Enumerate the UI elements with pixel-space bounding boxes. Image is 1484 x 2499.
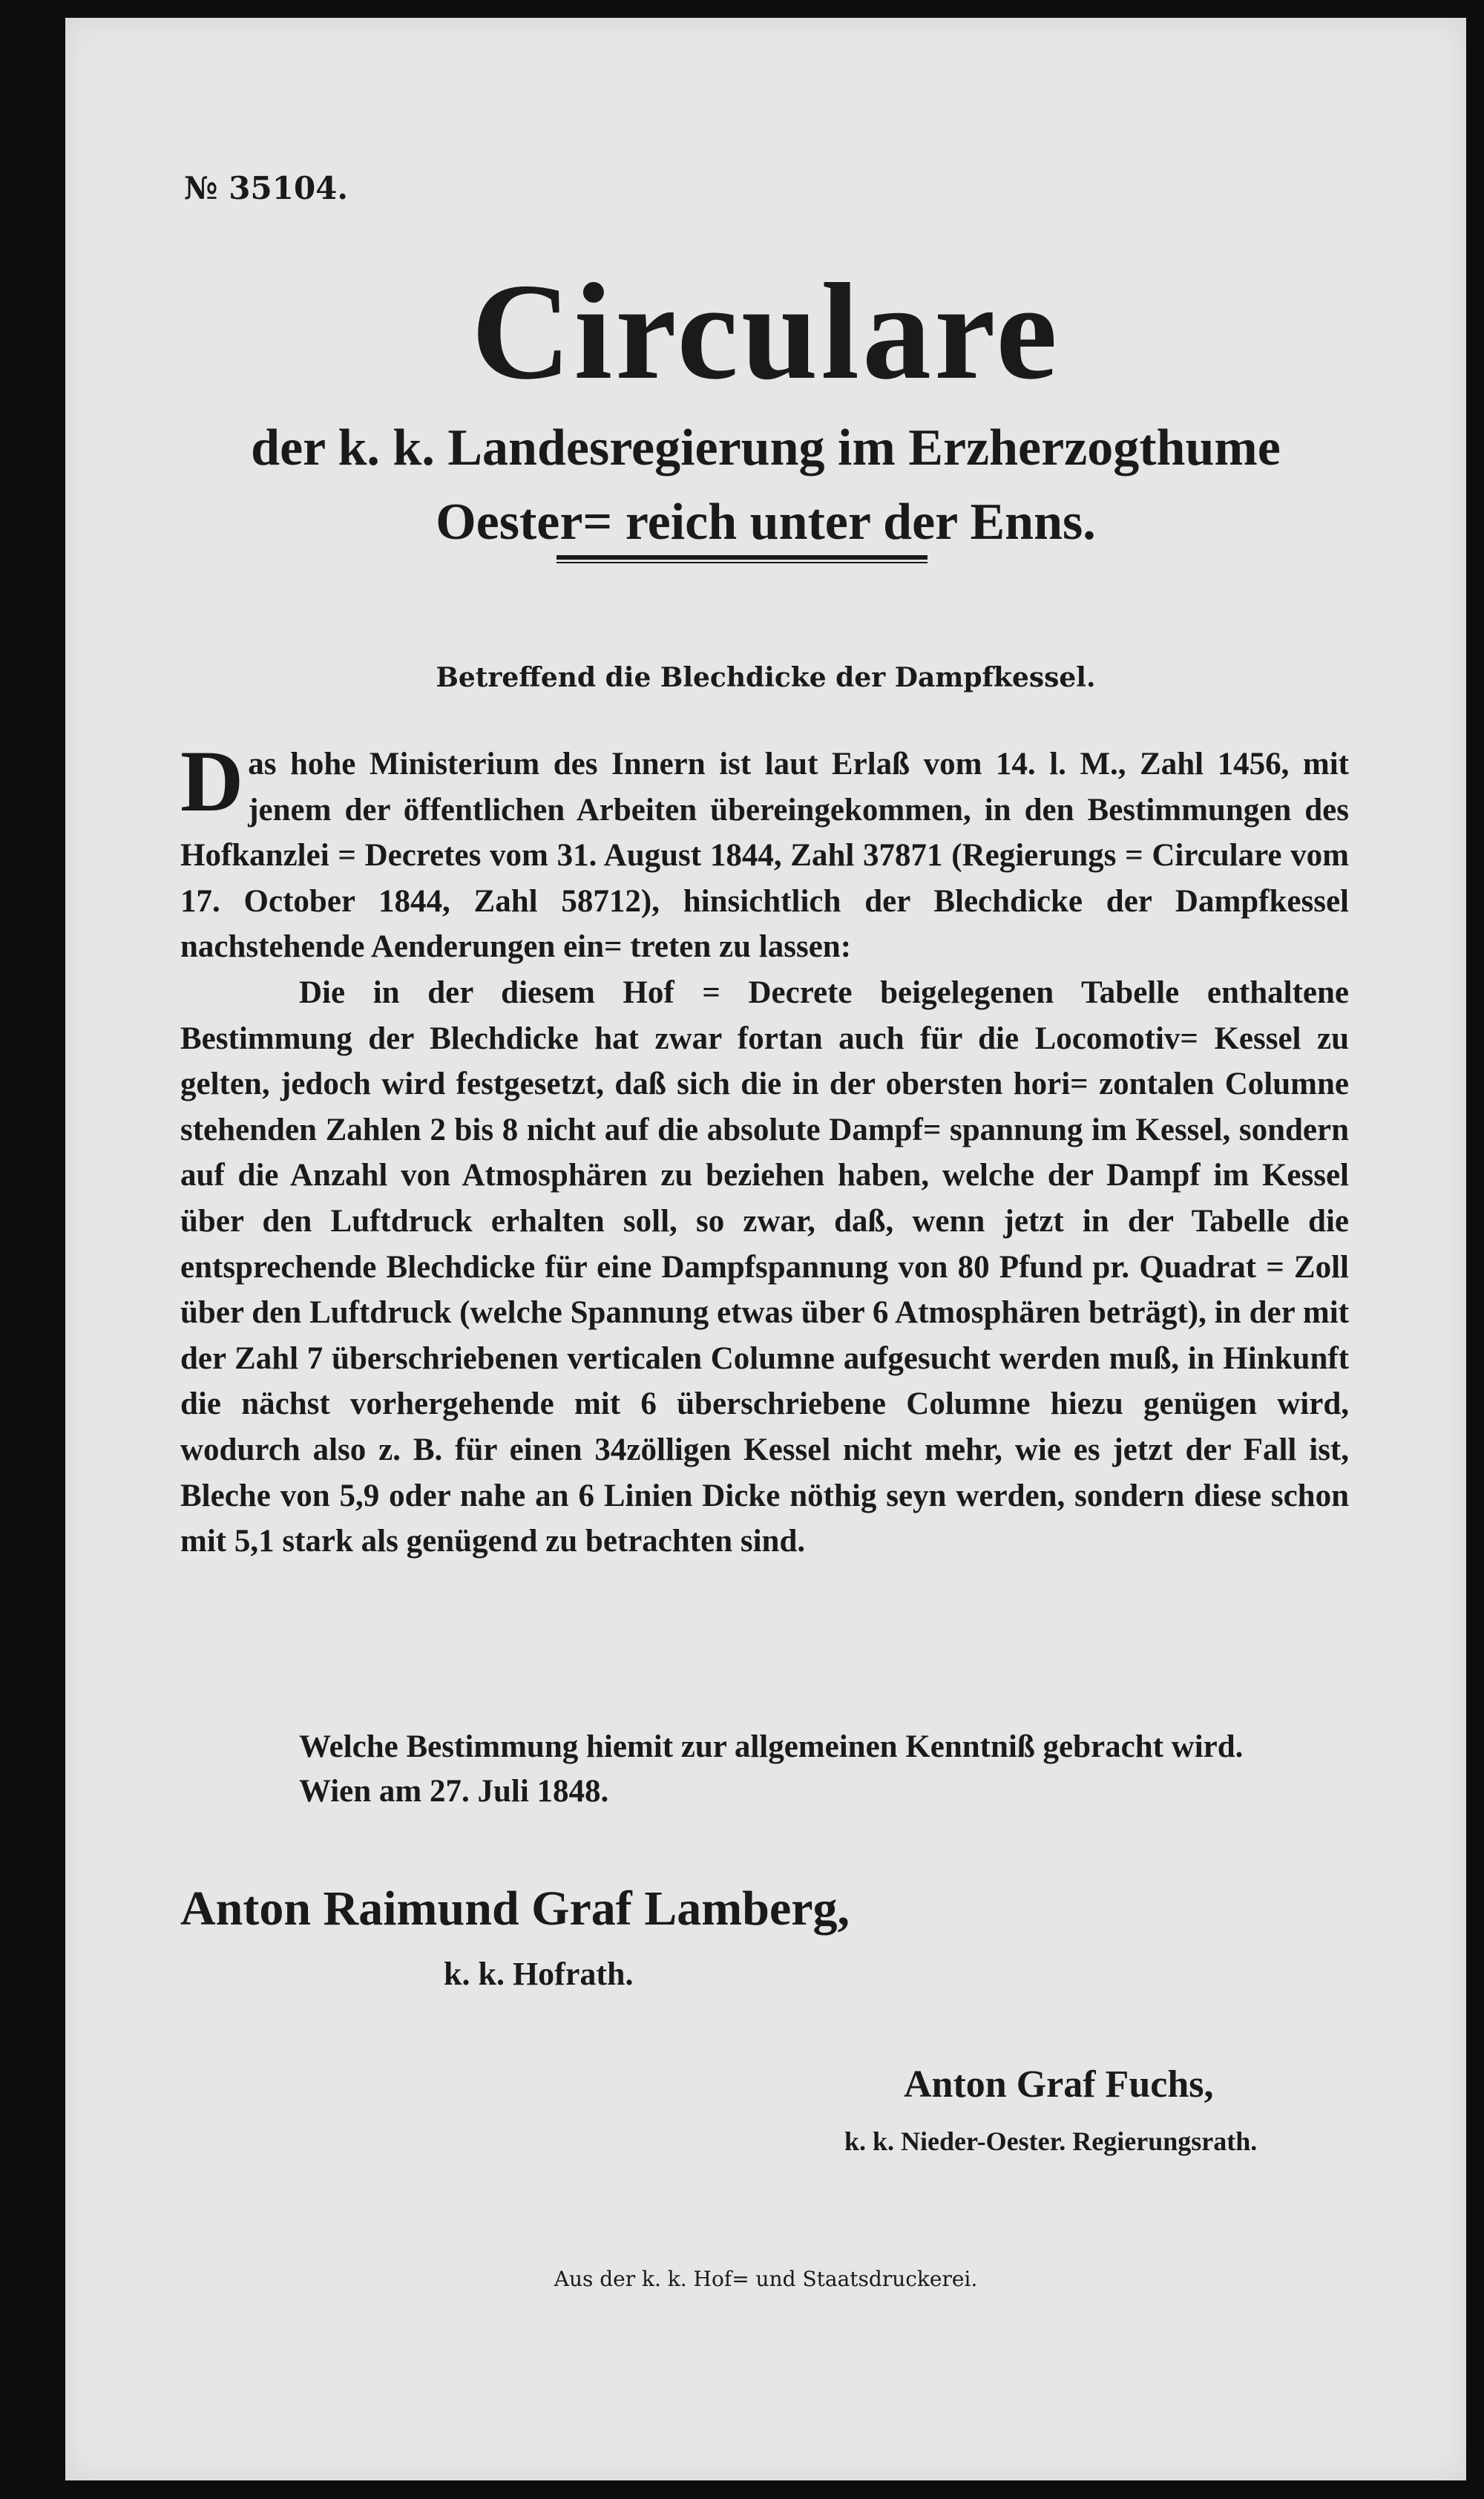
document-number: № 35104.	[184, 170, 349, 206]
paragraph-1-text: as hohe Ministerium des Innern ist laut Erlaß vom 14. l. M., Zahl 1456, mit jenem der öffentlichen Arbeiten übereingekommen, in den Bestimmungen des Hofkanzlei = Decretes vom 31. August 1844, Zahl 37871 (Regierungs = Circulare vom 17. October 1844, Zahl 58712), hinsichtlich der Blechdicke der Dampfkessel nachstehende Aenderungen ein= treten zu lassen:	[180, 747, 1349, 965]
document-page	[65, 18, 1466, 2480]
title-divider	[556, 555, 928, 564]
signature-title-1: k. k. Hofrath.	[444, 1956, 634, 1992]
signature-name-2: Anton Graf Fuchs,	[904, 2063, 1214, 2106]
announcement-line: Welche Bestimmung hiemit zur allgemeinen Kenntniß gebracht wird.	[299, 1729, 1244, 1764]
drop-cap: D	[180, 733, 244, 830]
signature-name-1: Anton Raimund Graf Lamberg,	[180, 1881, 850, 1936]
printer-imprint: Aus der k. k. Hof= und Staatsdruckerei.	[554, 2267, 978, 2291]
regarding-line: Betreffend die Blechdicke der Dampfkessel.	[436, 662, 1096, 693]
document-title: Circulare	[471, 255, 1060, 408]
signature-title-2: k. k. Nieder-Oester. Regierungsrath.	[844, 2126, 1258, 2156]
body-paragraph-1	[180, 733, 1349, 970]
place-date-line: Wien am 27. Juli 1848.	[299, 1774, 609, 1809]
body-paragraph-2: Die in der diesem Hof = Decrete beigelegenen Tabelle enthaltene Bestimmung der Blechdicke hat zwar fortan auch für die Locomotiv= Kessel zu gelten, jedoch wird festgesetzt, daß sich die in der obersten hori= zontalen Columne stehenden Zahlen 2 bis 8 nicht auf die absolute Dampf= spannung im Kessel, sondern auf die Anzahl von Atmosphären zu beziehen haben, welche der Dampf im Kessel über den Luftdruck erhalten soll, so zwar, daß, wenn jetzt in der Tabelle die entsprechende Blechdicke für eine Dampfspannung von 80 Pfund pr. Quadrat = Zoll über den Luftdruck (welche Spannung etwas über 6 Atmosphären beträgt), in der mit der Zahl 7 überschriebenen verticalen Columne aufgesucht werden muß, in Hinkunft die nächst vorhergehende mit 6 überschriebene Columne hiezu genügen wird, wodurch also z. B. für einen 34zölligen Kessel nicht mehr, wie es jetzt der Fall ist, Bleche von 5,9 oder nahe an 6 Linien Dicke nöthig seyn werden, sondern diese schon mit 5,1 stark als genügend zu betrachten sind.	[180, 975, 1349, 1559]
document-body	[180, 733, 1349, 1565]
document-subtitle: der k. k. Landesregierung im Erzherzogthume Oester= reich unter der Enns.	[251, 419, 1281, 551]
closing-block	[180, 1725, 1349, 1814]
